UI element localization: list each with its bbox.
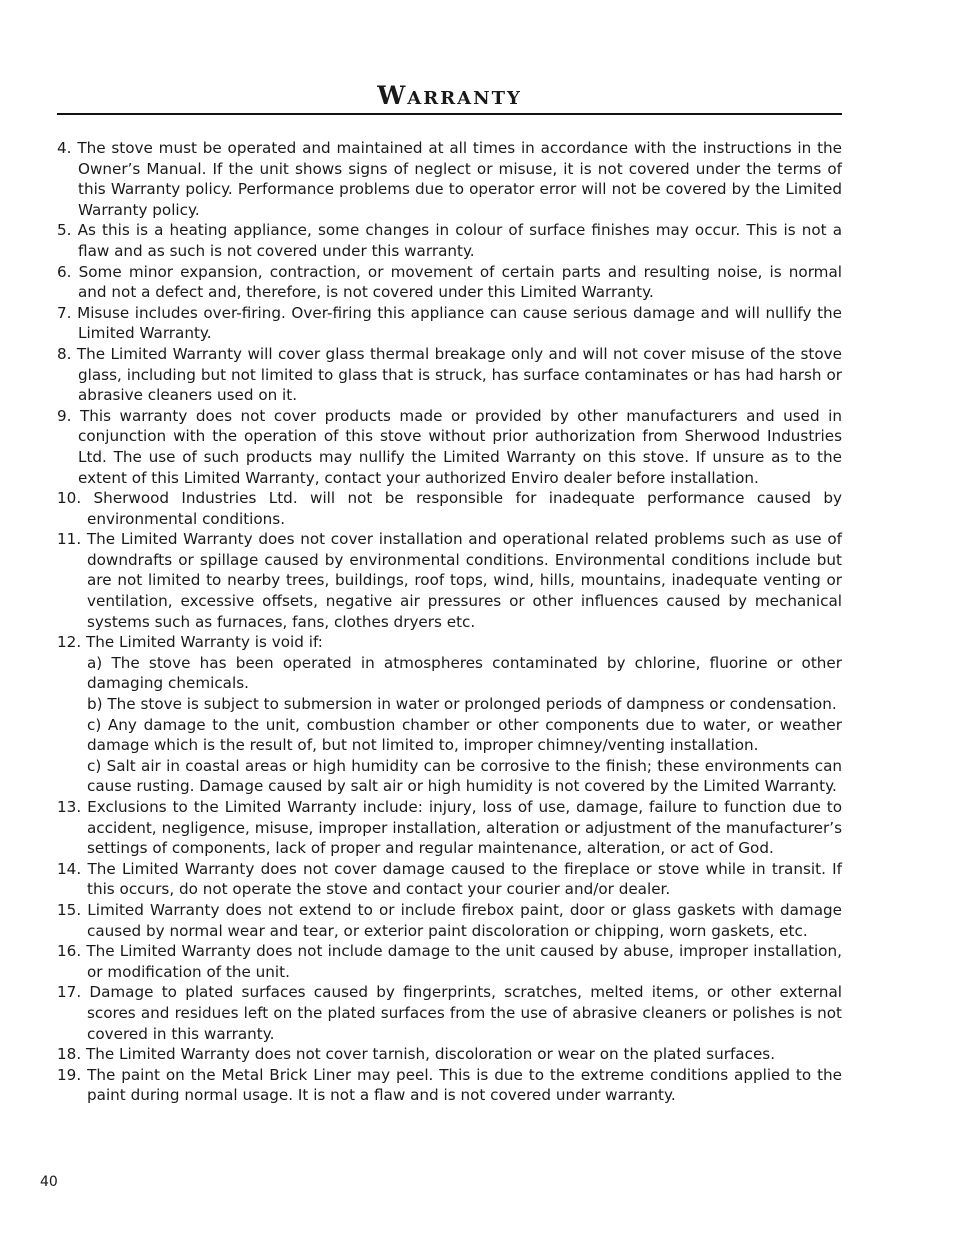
item-text: Exclusions to the Limited Warranty include: injury, loss of use, damage, failure to function due to accident, negligence, misuse, improper installation, alteration or adjustment of the manufacturer’s settings of components, lack of proper and regular maintenance, alteration, or act of God. — [87, 798, 843, 858]
item-text: The Limited Warranty does not cover installation and operational related problems such as use of downdrafts or spillage caused by environmental conditions. Environmental conditions include but are not limited to nearby trees, buildings, roof tops, wind, hills, mountains, inadequate venting or ventilation, excessive offsets, negative air pressures or other influences caused by mechanical systems such as furnaces, fans, clothes dryers etc. — [86, 530, 842, 631]
item-number: 4. — [57, 139, 72, 157]
warranty-item-18 — [57, 1044, 842, 1065]
item-text: Some minor expansion, contraction, or movement of certain parts and resulting noise, is normal and not a defect and, therefore, is not covered under this Limited Warranty. — [78, 262, 843, 302]
item-number: 12. — [57, 633, 82, 652]
warranty-item-14 — [57, 859, 842, 900]
item-text: As this is a heating appliance, some changes in colour of surface finishes may occur. This is not a flaw and as such is not covered under this warranty. — [77, 221, 843, 260]
warranty-item-15 — [57, 900, 842, 941]
title-rule — [57, 113, 842, 115]
warranty-item-10 — [57, 488, 842, 529]
item-text: The Limited Warranty will cover glass thermal breakage only and will not cover misuse of the stove glass, including but not limited to glass that is struck, has surface contaminates or has had harsh or abrasive cleaners used on it. — [76, 344, 842, 405]
item-text: The Limited Warranty is void if: — [85, 633, 323, 652]
warranty-item-13 — [57, 797, 842, 859]
item-number: 14. — [57, 859, 82, 878]
warranty-item-9 — [57, 406, 842, 488]
warranty-item-6 — [57, 262, 842, 303]
warranty-item-12-a: a) The stove has been operated in atmospheres contaminated by chlorine, fluorine or other damaging chemicals. — [87, 653, 842, 693]
item-text: The paint on the Metal Brick Liner may peel. This is due to the extreme conditions applied to the paint during normal usage. It is not a flaw and is not covered under warranty. — [87, 1065, 843, 1105]
item-text: Sherwood Industries Ltd. will not be responsible for inadequate performance caused by environmental conditions. — [87, 489, 843, 528]
item-text: The Limited Warranty does not cover tarnish, discoloration or wear on the plated surfaces. — [85, 1045, 776, 1064]
warranty-item-5 — [57, 220, 842, 261]
warranty-item-17 — [57, 982, 842, 1044]
warranty-item-12-c: c) Any damage to the unit, combustion chamber or other components due to water, or weather damage which is the result of, but not limited to, improper chimney/venting installation. — [87, 715, 842, 755]
warranty-item-12 — [57, 632, 842, 653]
item-number: 17. — [57, 983, 82, 1002]
item-number: 19. — [57, 1065, 82, 1084]
item-text: The stove must be operated and maintained at all times in accordance with the instructions in the Owner’s Manual. If the unit shows signs of neglect or misuse, it is not covered under the terms of this Warranty policy. Performance problems due to operator error will not be covered by the Limited Warranty policy. — [77, 139, 843, 219]
warranty-item-12-b: b) The stove is subject to submersion in water or prolonged periods of dampness or condensation. — [87, 695, 837, 714]
warranty-item-11 — [57, 529, 842, 632]
item-number: 11. — [57, 530, 82, 549]
page-title: Warranty — [377, 81, 522, 110]
item-text: Misuse includes over-firing. Over-firing this appliance can cause serious damage and will nullify the Limited Warranty. — [77, 303, 842, 343]
item-number: 10. — [57, 489, 82, 508]
item-text: Damage to plated surfaces caused by fingerprints, scratches, melted items, or other external scores and residues left on the plated surfaces from the use of abrasive cleaners or polishes is not covered in this warranty. — [87, 983, 842, 1043]
warranty-item-12-c-salt: c) Salt air in coastal areas or high humidity can be corrosive to the finish; these environments can cause rusting. Damage caused by salt air or high humidity is not covered by the Limited Warranty. — [87, 756, 842, 796]
warranty-item-19 — [57, 1065, 842, 1106]
item-number: 5. — [57, 221, 72, 240]
item-text: The Limited Warranty does not include damage to the unit caused by abuse, improper installation, or modification of the unit. — [86, 942, 842, 981]
item-text: This warranty does not cover products made or provided by other manufacturers and used in conjunction with the operation of this stove without prior authorization from Sherwood Industries Ltd. The use of such products may nullify the Limited Warranty on this stove. If unsure as to the extent of this Limited Warranty, contact your authorized Enviro dealer before installation. — [78, 406, 843, 487]
item-number: 8. — [57, 344, 72, 363]
item-number: 15. — [57, 900, 82, 919]
item-number: 9. — [57, 406, 72, 425]
item-text: The Limited Warranty does not cover damage caused to the fireplace or stove while in transit. If this occurs, do not operate the stove and contact your courier and/or dealer. — [87, 859, 843, 899]
item-number: 6. — [57, 262, 72, 281]
page-number: 40 — [40, 1174, 58, 1190]
item-text: Limited Warranty does not extend to or include firebox paint, door or glass gaskets with damage caused by normal wear and tear, or exterior paint discoloration or chipping, worn gaskets, etc. — [87, 900, 843, 940]
warranty-list — [57, 138, 842, 1106]
warranty-item-7 — [57, 303, 842, 344]
item-number: 13. — [57, 798, 82, 816]
item-number: 16. — [57, 942, 82, 961]
warranty-item-4 — [57, 138, 842, 220]
item-number: 7. — [57, 303, 72, 322]
warranty-item-8 — [57, 344, 842, 406]
warranty-item-16 — [57, 941, 842, 982]
item-number: 18. — [57, 1045, 82, 1064]
